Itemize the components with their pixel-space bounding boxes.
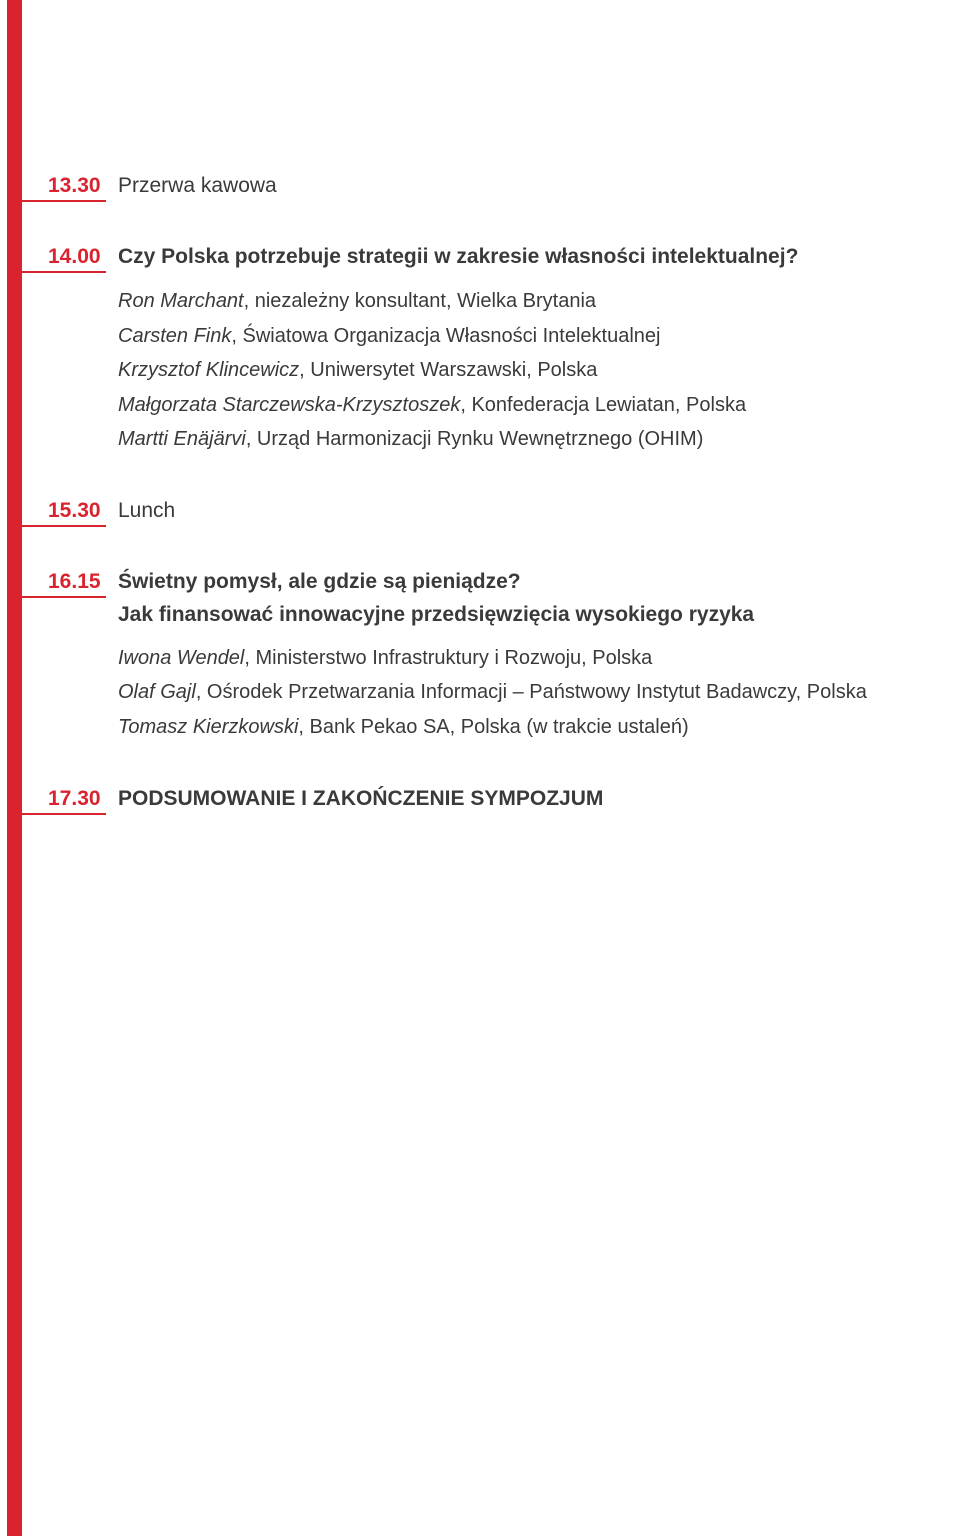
session-time: 16.15 <box>48 570 101 593</box>
time-underline <box>22 271 106 273</box>
speaker-name: Małgorzata Starczewska-Krzysztoszek <box>118 394 461 416</box>
session-title: PODSUMOWANIE I ZAKOŃCZENIE SYMPOZJUM <box>118 787 604 810</box>
time-underline <box>22 596 106 598</box>
session-time: 13.30 <box>48 174 101 197</box>
speaker-affiliation: , Urząd Harmonizacji Rynku Wewnętrznego (OHIM) <box>245 428 704 450</box>
session-time: 17.30 <box>48 787 101 810</box>
session-title: Lunch <box>118 499 176 522</box>
speaker-name: Martti Enäjärvi <box>118 428 246 450</box>
red-side-bar <box>7 0 22 1536</box>
speaker-affiliation: , Bank Pekao SA, Polska (w trakcie ustaleń) <box>298 716 689 738</box>
session-title: Świetny pomysł, ale gdzie są pieniądze? <box>118 570 521 593</box>
session-time: 14.00 <box>48 245 101 268</box>
time-underline <box>22 525 106 527</box>
session-title: Przerwa kawowa <box>118 174 277 197</box>
session-title: Czy Polska potrzebuje strategii w zakresie własności intelektualnej? <box>118 245 799 268</box>
speaker-affiliation: , Konfederacja Lewiatan, Polska <box>460 394 747 416</box>
time-underline <box>22 200 106 202</box>
time-underline <box>22 813 106 815</box>
speaker-line <box>118 394 746 417</box>
speaker-name: Krzysztof Klincewicz <box>118 359 300 381</box>
speaker-name: Olaf Gajl <box>118 681 196 703</box>
speaker-affiliation: , Ośrodek Przetwarzania Informacji – Państwowy Instytut Badawczy, Polska <box>195 681 867 703</box>
speaker-line <box>118 716 689 739</box>
speaker-line <box>118 681 867 704</box>
speaker-affiliation: , Ministerstwo Infrastruktury i Rozwoju, Polska <box>244 647 653 669</box>
speaker-affiliation: , Światowa Organizacja Własności Intelektualnej <box>231 325 661 347</box>
speaker-name: Iwona Wendel <box>118 647 245 669</box>
speaker-line <box>118 359 597 382</box>
speaker-line <box>118 647 652 670</box>
speaker-name: Tomasz Kierzkowski <box>118 716 299 738</box>
session-subtitle: Jak finansować innowacyjne przedsięwzięcia wysokiego ryzyka <box>118 603 755 626</box>
speaker-name: Ron Marchant <box>118 290 244 312</box>
session-time: 15.30 <box>48 499 101 522</box>
speaker-affiliation: , niezależny konsultant, Wielka Brytania <box>243 290 597 312</box>
speaker-name: Carsten Fink <box>118 325 232 347</box>
speaker-line <box>118 428 703 451</box>
speaker-line <box>118 325 660 348</box>
speaker-affiliation: , Uniwersytet Warszawski, Polska <box>299 359 598 381</box>
speaker-line <box>118 290 596 313</box>
